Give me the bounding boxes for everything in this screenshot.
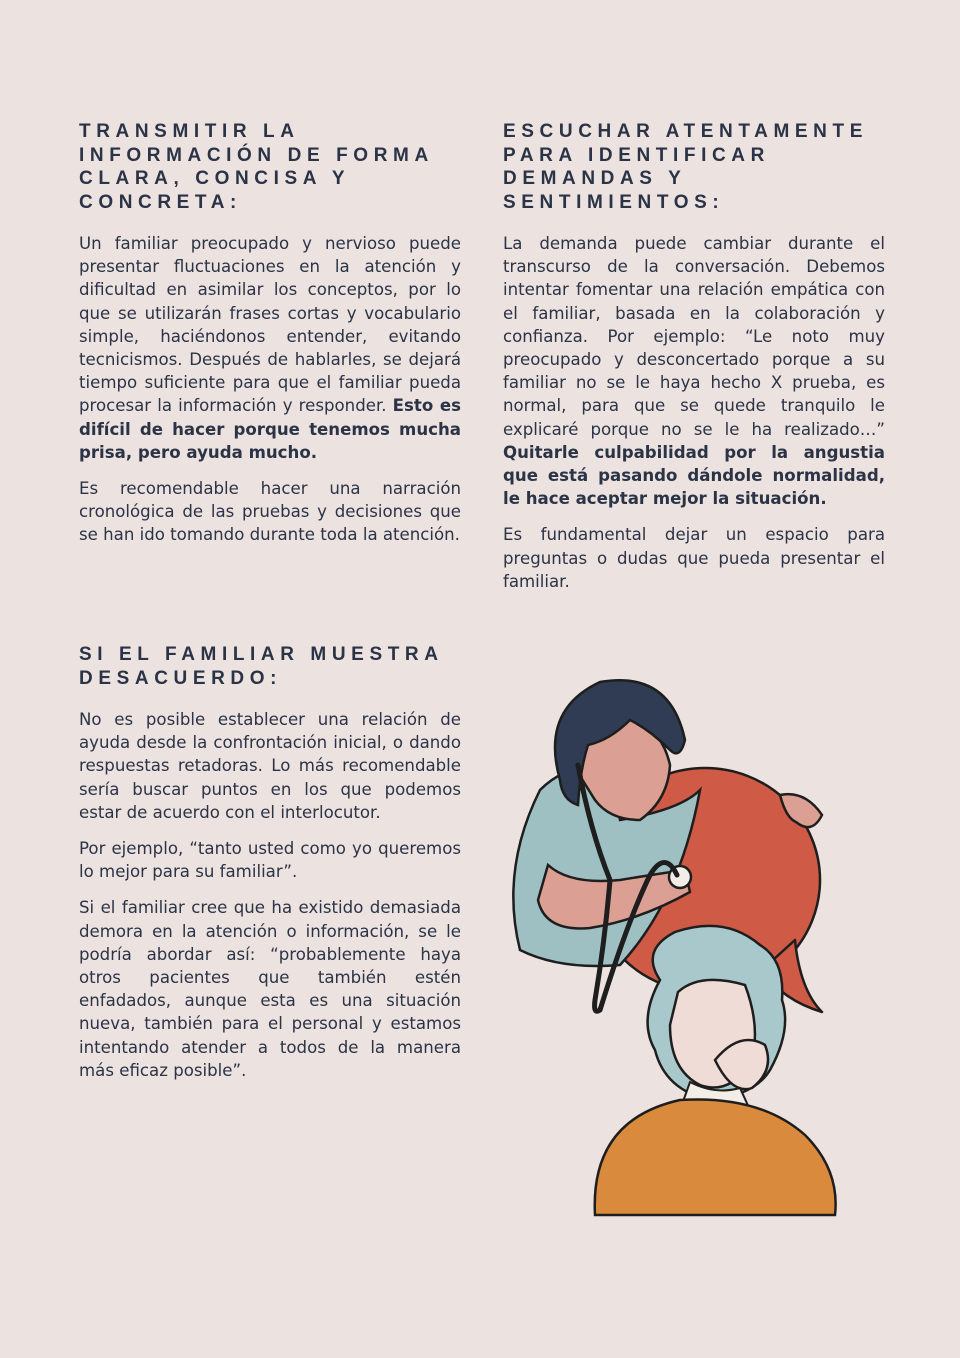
paragraph: Es fundamental dejar un espacio para preguntas o dudas que pueda presentar el familiar. [503, 525, 885, 591]
section-listen-attentively [503, 120, 885, 606]
paragraph: Por ejemplo, “tanto usted como yo queremos lo mejor para su familiar”. [79, 839, 461, 882]
nurse-and-elderly-woman-illustration [500, 670, 860, 1230]
paragraph-bold-text: Esto es difícil de hacer porque tenemos mucha prisa, pero ayuda mucho. [79, 396, 461, 462]
paragraph: No es posible establecer una relación de ayuda desde la confrontación inicial, o dando respuestas retadoras. Lo más recomendable sería buscar puntos en los que podemos estar de acuerdo con el interlocutor. [79, 710, 461, 822]
section-heading: SI EL FAMILIAR MUESTRA DESACUERDO: [79, 644, 443, 689]
paragraph-text: La demanda puede cambiar durante el transcurso de la conversación. Debemos intentar fomentar una relación empática con el familiar, basada en la colaboración y confianza. Por ejemplo: “Le noto muy preocupado y desconcertado porque a su familiar no se le haya hecho X prueba, es normal, para que se quede tranquilo le explicaré porque no se le ha realizado…” [503, 234, 885, 439]
paragraph [79, 232, 461, 464]
paragraph: Si el familiar cree que ha existido demasiada demora en la atención o información, se le podría abordar así: “probablemente haya otros pacientes que también estén enfadados, aunque esta es una situación nueva, también para el personal y estamos intentando atender a todos de la manera más eficaz posible”. [79, 898, 461, 1080]
section-disagreement [79, 643, 461, 1095]
paragraph-bold-text: Quitarle culpabilidad por la angustia que está pasando dándole normalidad, le hace aceptar mejor la situación. [503, 442, 885, 509]
section-transmit-information [79, 120, 461, 560]
section-heading: TRANSMITIR LA INFORMACIÓN DE FORMA CLARA, CONCISA Y CONCRETA: [79, 121, 434, 213]
paragraph: Es recomendable hacer una narración cronológica de las pruebas y decisiones que se han ido tomando durante toda la atención. [79, 479, 461, 545]
paragraph [503, 232, 885, 510]
section-heading: ESCUCHAR ATENTAMENTE PARA IDENTIFICAR DEMANDAS Y SENTIMIENTOS: [503, 121, 868, 213]
paragraph-text: Un familiar preocupado y nervioso puede presentar fluctuaciones en la atención y dificultad en asimilar los conceptos, por lo que se utilizarán frases cortas y vocabulario simple, haciéndonos entender, evitando tecnicismos. Después de hablarles, se dejará tiempo suficiente para que el familiar pueda procesar la información y responder. [79, 234, 461, 416]
